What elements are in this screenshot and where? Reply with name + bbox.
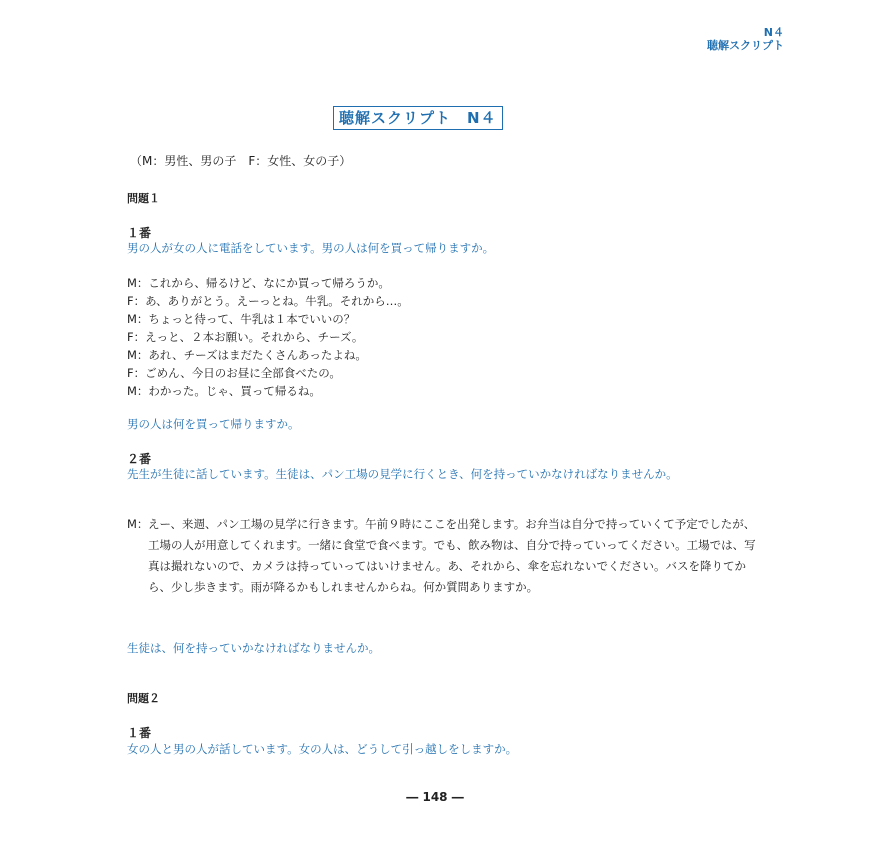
speaker-legend: （M：男性、男の子 F：女性、女の子） <box>130 154 352 168</box>
problem-1-q1-repeat: 男の人は何を買って帰りますか。 <box>127 417 300 431</box>
running-header <box>707 26 784 52</box>
teacher-speech <box>127 514 757 598</box>
header-label: 聴解スクリプト <box>707 39 784 52</box>
dialogue-line: F：あ、ありがとう。えーっとね。牛乳。それから…。 <box>127 294 409 308</box>
problem-2-q1-question: 女の人と男の人が話しています。女の人は、どうして引っ越しをしますか。 <box>127 742 518 756</box>
dialogue-line: M：これから、帰るけど、なにか買って帰ろうか。 <box>127 276 390 290</box>
problem-1-q1-number: １番 <box>127 226 152 240</box>
dialogue-line: F：ごめん、今日のお昼に全部食べたの。 <box>127 366 341 380</box>
header-level: N４ <box>763 26 784 39</box>
dialogue-line: M：ちょっと待って、牛乳は１本でいいの？ <box>127 312 356 326</box>
problem-1-q1-question: 男の人が女の人に電話をしています。男の人は何を買って帰りますか。 <box>127 241 495 255</box>
speaker-label: M： <box>127 517 149 531</box>
page-number: ― 148 ― <box>406 790 464 804</box>
problem-1-q2-number: ２番 <box>127 452 152 466</box>
problem-1-heading: 問題１ <box>127 192 160 205</box>
problem-1-q2-repeat: 生徒は、何を持っていかなければなりませんか。 <box>127 641 380 655</box>
dialogue-line: F：えっと、２本お願い。それから、チーズ。 <box>127 330 364 344</box>
page-title: 聴解スクリプト N４ <box>333 106 503 130</box>
dialogue-line: M：わかった。じゃ、買って帰るね。 <box>127 384 321 398</box>
dialogue-line: M：あれ、チーズはまだたくさんあったよね。 <box>127 348 367 362</box>
problem-2-heading: 問題２ <box>127 692 160 705</box>
problem-2-q1-number: １番 <box>127 726 152 740</box>
problem-1-q2-question: 先生が生徒に話しています。生徒は、パン工場の見学に行くとき、何を持っていかなければなりませんか。 <box>127 467 678 481</box>
speech-text: えー、来週、パン工場の見学に行きます。午前９時にここを出発します。お弁当は自分で持っていくて予定でしたが、工場の人が用意してくれます。一緒に食堂で食べます。でも、飲み物は、自分で持っていってください。工場では、写真は撮れないので、カメラは持っていってはいけません。あ、それから、傘を忘れないでください。バスを降りてから、少し歩きます。雨が降るかもしれませんからね。何か質問ありますか。 <box>148 517 756 594</box>
